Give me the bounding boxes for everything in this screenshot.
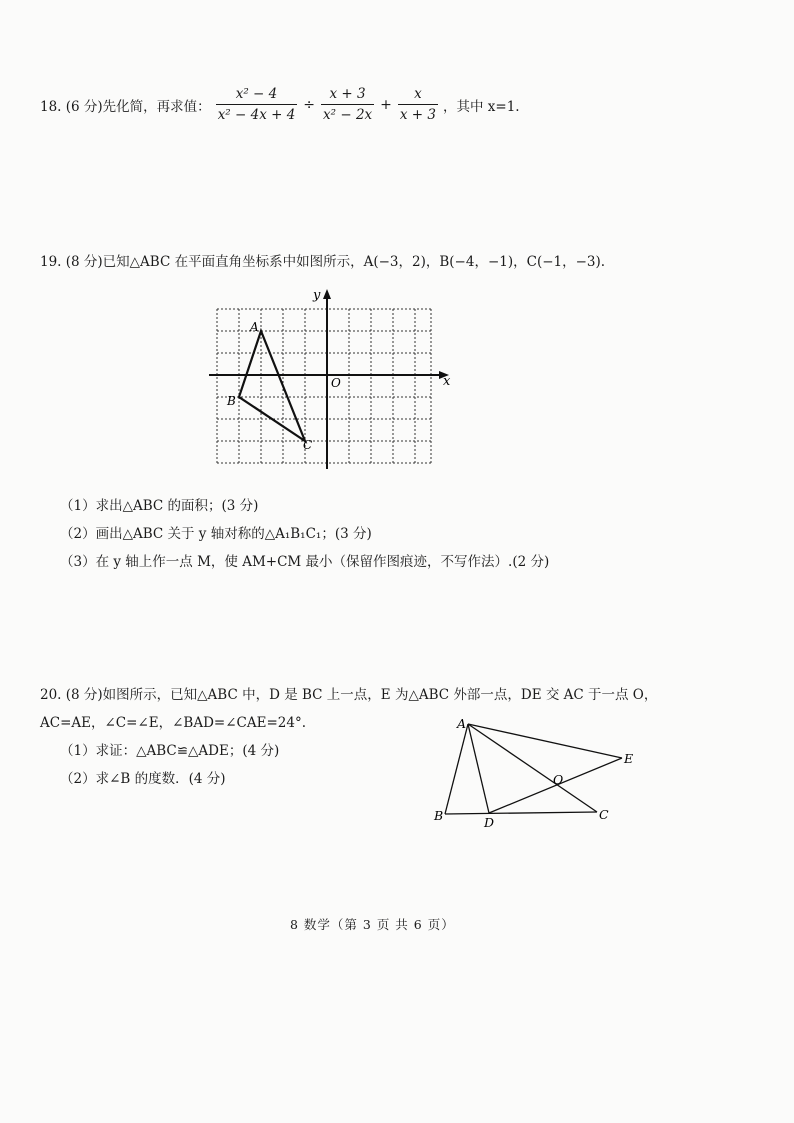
q18-fraction-2 <box>321 86 374 123</box>
page-footer: 8 数学（第 3 页 共 6 页） <box>290 917 455 932</box>
q19-stem: 19. (8 分)已知△ABC 在平面直角坐标系中如图所示，A(−3，2)，B(−4，−1)，C(−1，−3). <box>40 254 606 270</box>
q18-fraction-3 <box>398 86 438 123</box>
q18-prefix: 18. (6 分)先化简，再求值： <box>40 98 211 115</box>
q20-triangle-figure <box>425 710 655 835</box>
q19-part-2: （2）画出△ABC 关于 y 轴对称的△A₁B₁C₁；(3 分) <box>60 526 372 542</box>
q20-segment-ae <box>468 724 622 758</box>
q18-suffix: ，其中 x=1. <box>443 98 520 115</box>
q20-part-1: （1）求证：△ABC≌△ADE；(4 分) <box>60 743 280 759</box>
q18-frac2-numerator: x + 3 <box>321 86 374 105</box>
q20-segment-ab <box>445 724 468 814</box>
q18-plus-op: + <box>380 96 392 113</box>
q18-frac1-numerator: x² − 4 <box>216 86 298 105</box>
q19-coordinate-graph <box>205 285 455 475</box>
q19-part-1: （1）求出△ABC 的面积；(3 分) <box>60 498 259 514</box>
q19-label-c: C <box>303 438 313 452</box>
q19-label-b: B <box>227 394 236 408</box>
q19-label-a: A <box>250 320 259 334</box>
q19-triangle-abc <box>239 331 305 441</box>
q18-frac1-denominator: x² − 4x + 4 <box>217 107 296 123</box>
q20-label-b: B <box>434 808 444 823</box>
q19-label-x: x <box>443 374 451 389</box>
q20-segment-bc <box>445 812 597 814</box>
q19-label-o: O <box>331 376 341 390</box>
q18-frac3-denominator: x + 3 <box>399 107 436 123</box>
q20-label-o: O <box>553 772 564 787</box>
question-18 <box>40 86 520 123</box>
q18-frac2-denominator: x² − 2x <box>323 107 373 123</box>
q18-frac3-numerator: x <box>398 86 438 105</box>
q20-part-2: （2）求∠B 的度数．(4 分) <box>60 771 226 787</box>
q20-stem-line-1: 20. (8 分)如图所示，已知△ABC 中，D 是 BC 上一点，E 为△ABC 外部一点，DE 交 AC 于一点 O， <box>40 687 658 703</box>
q19-part-3: （3）在 y 轴上作一点 M，使 AM+CM 最小（保留作图痕迹，不写作法）.(2 分) <box>60 554 550 570</box>
q20-segment-ac <box>468 724 597 812</box>
q18-fraction-1 <box>216 86 298 123</box>
q19-y-axis <box>323 289 331 469</box>
q19-label-y: y <box>313 288 321 303</box>
q20-label-d: D <box>484 815 495 830</box>
q20-label-a: A <box>457 716 467 731</box>
q20-segment-ad <box>468 724 489 813</box>
q20-label-e: E <box>624 751 634 766</box>
q20-label-c: C <box>599 807 609 822</box>
q18-divide-op: ÷ <box>303 96 316 113</box>
q20-stem-line-2: AC=AE，∠C=∠E，∠BAD=∠CAE=24°. <box>40 715 307 731</box>
